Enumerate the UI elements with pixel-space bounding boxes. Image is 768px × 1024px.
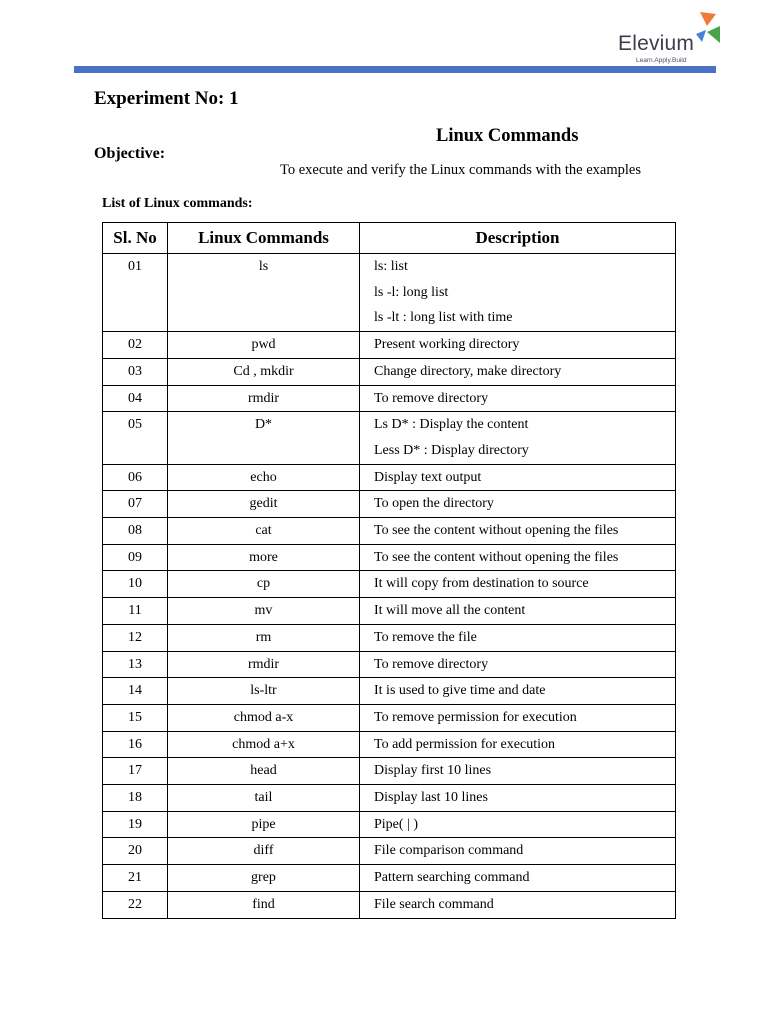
cell-sl-no: 15: [103, 704, 168, 731]
header-sl-no: Sl. No: [103, 223, 168, 254]
cell-sl-no: 04: [103, 385, 168, 412]
cell-command: grep: [168, 865, 360, 892]
table-row: [103, 254, 676, 332]
list-heading: List of Linux commands:: [102, 196, 253, 211]
logo-blue-triangle: [696, 30, 706, 42]
cell-sl-no: 03: [103, 358, 168, 385]
cell-description: [360, 544, 676, 571]
cell-description: [360, 811, 676, 838]
cell-description: [360, 865, 676, 892]
cell-sl-no: 13: [103, 651, 168, 678]
table-row: [103, 891, 676, 918]
cell-description: [360, 571, 676, 598]
table-header-row: [103, 223, 676, 254]
cell-command: rmdir: [168, 385, 360, 412]
header-linux-commands: Linux Commands: [168, 223, 360, 254]
description-line: To see the content without opening the files: [374, 549, 619, 565]
description-line: To open the directory: [374, 496, 494, 512]
logo-orange-triangle: [700, 12, 716, 26]
cell-sl-no: 20: [103, 838, 168, 865]
brand-logo: [616, 10, 726, 68]
description-line: ls: list: [374, 259, 408, 274]
table-row: [103, 811, 676, 838]
description-line: ls -lt : long list with time: [374, 310, 513, 326]
table-row: [103, 731, 676, 758]
cell-description: [360, 464, 676, 491]
table-row: [103, 464, 676, 491]
cell-description: [360, 518, 676, 545]
cell-description: [360, 838, 676, 865]
logo-triangles-icon: [694, 10, 724, 48]
table-row: [103, 865, 676, 892]
cell-description: [360, 731, 676, 758]
description-line: To remove directory: [374, 390, 489, 406]
description-line: File search command: [374, 896, 494, 912]
table-row: [103, 518, 676, 545]
cell-command: tail: [168, 785, 360, 812]
description-line: Less D* : Display directory: [374, 442, 529, 458]
cell-sl-no: 16: [103, 731, 168, 758]
cell-sl-no: 08: [103, 518, 168, 545]
table-row: [103, 491, 676, 518]
cell-sl-no: 17: [103, 758, 168, 785]
table-row: [103, 624, 676, 651]
cell-sl-no: 09: [103, 544, 168, 571]
table-row: [103, 358, 676, 385]
cell-sl-no: 05: [103, 412, 168, 464]
table-row: [103, 598, 676, 625]
objective-label: Objective:: [94, 145, 166, 162]
cell-command: rm: [168, 624, 360, 651]
cell-description: [360, 785, 676, 812]
table-body: [103, 254, 676, 919]
header-description: Description: [360, 223, 676, 254]
table-row: [103, 544, 676, 571]
table-row: [103, 571, 676, 598]
cell-command: diff: [168, 838, 360, 865]
brand-tagline: Learn.Apply.Build: [636, 57, 687, 64]
cell-sl-no: 02: [103, 332, 168, 359]
brand-name: Elevium: [618, 32, 695, 55]
description-line: To see the content without opening the files: [374, 523, 619, 539]
table-row: [103, 838, 676, 865]
description-line: To remove the file: [374, 629, 477, 645]
table-row: [103, 704, 676, 731]
cell-description: [360, 358, 676, 385]
description-line: To remove directory: [374, 656, 489, 672]
cell-command: ls: [168, 254, 360, 332]
cell-description: [360, 678, 676, 705]
experiment-title: Experiment No: 1: [94, 88, 239, 109]
cell-command: pipe: [168, 811, 360, 838]
cell-command: pwd: [168, 332, 360, 359]
cell-description: [360, 385, 676, 412]
description-line: Present working directory: [374, 337, 520, 353]
cell-sl-no: 10: [103, 571, 168, 598]
objective-text: To execute and verify the Linux commands with the examples: [280, 162, 641, 178]
table-row: [103, 651, 676, 678]
cell-command: gedit: [168, 491, 360, 518]
document-title: Linux Commands: [436, 126, 579, 146]
cell-description: [360, 758, 676, 785]
description-line: To remove permission for execution: [374, 709, 577, 725]
cell-sl-no: 06: [103, 464, 168, 491]
table-row: [103, 385, 676, 412]
table-row: [103, 678, 676, 705]
cell-description: [360, 332, 676, 359]
description-line: Change directory, make directory: [374, 363, 562, 379]
cell-command: head: [168, 758, 360, 785]
cell-sl-no: 22: [103, 891, 168, 918]
table-row: [103, 332, 676, 359]
cell-sl-no: 07: [103, 491, 168, 518]
cell-command: cat: [168, 518, 360, 545]
cell-command: chmod a-x: [168, 704, 360, 731]
cell-command: more: [168, 544, 360, 571]
cell-command: find: [168, 891, 360, 918]
description-line: It is used to give time and date: [374, 683, 546, 699]
description-line: It will move all the content: [374, 603, 526, 619]
cell-description: [360, 651, 676, 678]
cell-sl-no: 19: [103, 811, 168, 838]
description-line: Pattern searching command: [374, 870, 530, 886]
logo-green-triangle: [707, 26, 720, 43]
cell-command: rmdir: [168, 651, 360, 678]
table-row: [103, 412, 676, 464]
cell-command: mv: [168, 598, 360, 625]
description-line: Display last 10 lines: [374, 790, 488, 806]
cell-description: [360, 704, 676, 731]
cell-description: [360, 491, 676, 518]
table-row: [103, 785, 676, 812]
cell-description: [360, 891, 676, 918]
description-line: Display text output: [374, 469, 482, 485]
cell-description: [360, 624, 676, 651]
cell-description: [360, 412, 676, 464]
description-line: Pipe( | ): [374, 816, 419, 832]
cell-command: D*: [168, 412, 360, 464]
description-line: To add permission for execution: [374, 736, 555, 752]
cell-command: Cd , mkdir: [168, 358, 360, 385]
commands-table: [102, 222, 676, 919]
cell-description: [360, 254, 676, 332]
description-line: Ls D* : Display the content: [374, 417, 529, 433]
cell-command: ls-ltr: [168, 678, 360, 705]
cell-sl-no: 21: [103, 865, 168, 892]
description-line: ls -l: long list: [374, 284, 449, 300]
cell-command: echo: [168, 464, 360, 491]
cell-description: [360, 598, 676, 625]
cell-sl-no: 12: [103, 624, 168, 651]
cell-sl-no: 14: [103, 678, 168, 705]
table-row: [103, 758, 676, 785]
cell-command: chmod a+x: [168, 731, 360, 758]
cell-sl-no: 18: [103, 785, 168, 812]
description-line: File comparison command: [374, 843, 524, 859]
cell-sl-no: 01: [103, 254, 168, 332]
header-divider: [74, 66, 716, 73]
description-line: It will copy from destination to source: [374, 576, 589, 592]
cell-command: cp: [168, 571, 360, 598]
cell-sl-no: 11: [103, 598, 168, 625]
description-line: Display first 10 lines: [374, 763, 492, 779]
